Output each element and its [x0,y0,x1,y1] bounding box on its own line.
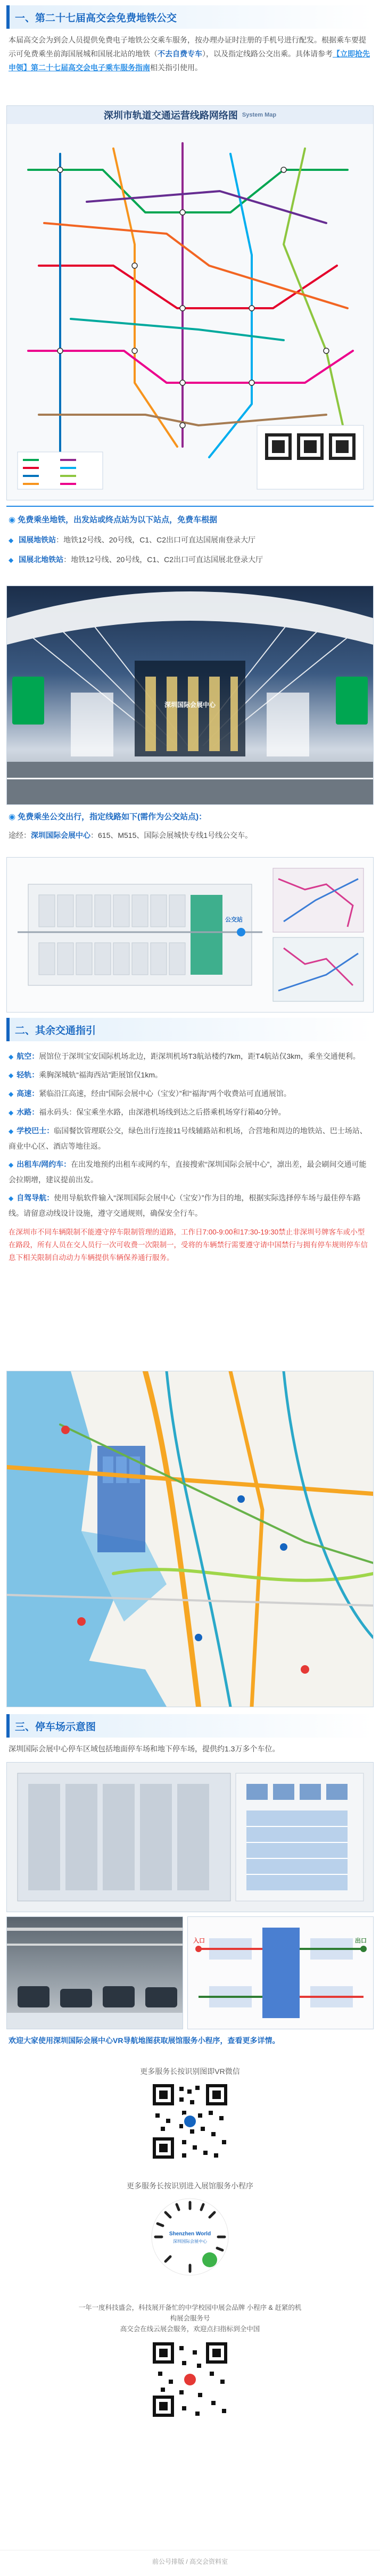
regional-map [6,1371,374,1707]
parking-aerial-map [6,1762,374,1912]
section1-intro: 本届高交会为到会人员提供免费电子地铁公交乘车服务，按办理办证时注册的手机号进行配发。根据乘车要提示可免费乘坐前海国展城和国展北站的地铁（不去自费专车），以及指定线路公交出乘。具体请参考【立即抢先申领】第二十七届高交会电子乘车服务指南相关指引使用。 [9,36,370,72]
metro-map-title-en: System Map [242,112,277,118]
transport-item-rail: ◆ 轻轨：乘胸深城轨“福海西站”距展馆仅1km。 [9,1067,371,1083]
bus-station-label: 公交站 [225,917,243,923]
parking-exit-label: 出口 [355,1938,367,1944]
parking-flow-drawing [188,1917,373,2029]
qr-code-official-icon [150,2340,230,2419]
miniprogram-code[interactable] [150,2197,230,2277]
qr-code-vr[interactable] [150,2081,230,2161]
qr-title-official: 一年一度科技盛会，科技展开备忙的中学校园中展会品牌 小程序 & 赶紧的机构展会服务号 [78,2304,302,2322]
transport-item-bus: ◆ 学校巴士：临国餐饮管理联公交，绿色出行连接11号线辅路站和机场，合营地和周边的地铁站、巴士场站、商业中心区、酒店等地往返。 [9,1123,371,1154]
footer-text: 前公号排版 / 高交会资料室 [152,2557,228,2565]
regional-map-drawing [7,1371,373,1707]
qr-block-official [0,2302,380,2419]
qr-title-official-2: 高交会在线云展会服务，欢迎点扫指标到全中国 [120,2325,260,2333]
metro-item-guozhan-north: ◆ 国展北地铁站：地铁12号线、20号线，C1、C2出口可直达国展北登录大厅 [9,552,371,567]
qr-block-miniprogram [0,2180,380,2277]
transport-list [0,1049,380,1264]
qr-code-official[interactable] [150,2340,230,2419]
transport-item-taxi: ◆ 出租车/网约车：在出发地预约出租车或网约车，直接搜索“深圳国际会展中心”，凛出差，最会刷间交通可能会拉期增，建议提前出发。 [9,1157,371,1187]
garage-drawing [7,1917,183,2029]
bus-heading: ◉ 免费乘坐公交出行，指定线路如下(需作为公交站点)： [9,809,371,825]
section3-title: 三、停车场示意图 [6,1714,374,1738]
qr-code-icon [150,2081,230,2161]
transport-item-water: ◆ 水路：福永码头：保宝乘坐水路，由深港机场线到达之后搭乘机场穿行箱40分钟。 [9,1105,371,1120]
guide-link[interactable]: 【立即抢先申领】第二十七届高交会电子乘车服务指南 [9,50,370,72]
metro-map-title: 深圳市轨道交通运营线路网络图 [103,110,238,121]
bus-route: 途经：深圳国际会展中心：615、M515、国际会展城快专线1号线公交车。 [9,831,253,840]
venue-plan-drawing [7,858,373,1012]
metro-item-guozhan: ◆ 国展地铁站：地铁12号线、20号线，C1、C2出口可直达国展南登录大厅 [9,532,371,548]
parking-garage-photo [6,1916,183,2029]
parking-aerial-drawing [7,1763,373,1912]
qr-title-vr: 更多服务长按识别图即VR微信 [140,2067,240,2076]
parking-entrance-label: 入口 [193,1938,205,1944]
footer [0,2550,380,2572]
section1-title: 一、第二十七届高交会免费地铁公交 [6,5,374,29]
parking-intro: 深圳国际会展中心停车区域包括地面停车场和地下停车场，提供约1.3万多个车位。 [9,1744,280,1753]
bus-station-map [6,857,374,1013]
hall-sign: 深圳国际会展中心 [164,701,216,709]
miniprogram-code-icon [150,2197,230,2277]
transport-item-air: ◆ 航空：展馆位于深圳宝安国际机场北边，距深圳机场T3航站楼约7km，距T4航站仅3km，乘坐交通便利。 [9,1049,371,1064]
transport-item-highway: ◆ 高速：紧临沿江高速，经由“国际会展中心（宝安）”和“福海”两个收费站可直通展馆。 [9,1086,371,1101]
metro-map [6,105,374,500]
transport-item-drive: ◆ 自驾导航：使用导航软件输入“深圳国际会展中心（宝安）”作为目的地，根据实际选择停车场与最佳停车路线。请留意动线设计设施，遵守交通规则，确保安全行车。 [9,1190,371,1221]
traffic-warning: 在深圳市不同车辆限制不能遵守停车限制管理的道路，工作日7:00-9:00和17:30-19:30禁止非深圳号牌客车或小型在路段，所有人员在交人员行一次可收费一次限制一，受将的车辆禁行需要遵守请中国禁行与拥有停车规则停车信息下相关限制自动动力车辆提供车辆保养通行服务。 [9,1228,368,1262]
section2-title: 二、其余交通指引 [6,1018,374,1041]
brand-logo-en: Shenzhen World [169,2231,211,2237]
brand-logo-cn: 深圳国际会展中心 [173,2239,207,2244]
hall-drawing [7,586,373,804]
parking-flow-diagram [187,1916,374,2029]
qr-block-vr [0,2065,380,2161]
qr-title-miniprogram: 更多服务长按识别进入展馆服务小程序 [127,2182,253,2190]
exhibition-hall-photo [6,586,374,805]
closing-highlight: 欢迎大家使用深圳国际会展中心VR导航地图获取展馆服务小程序，查看更多详情。 [9,2036,280,2045]
metro-lines-drawing [7,106,373,500]
metro-heading: ◉ 免费乘坐地铁，出发站或终点站为以下站点，免费车根据 [9,512,371,528]
